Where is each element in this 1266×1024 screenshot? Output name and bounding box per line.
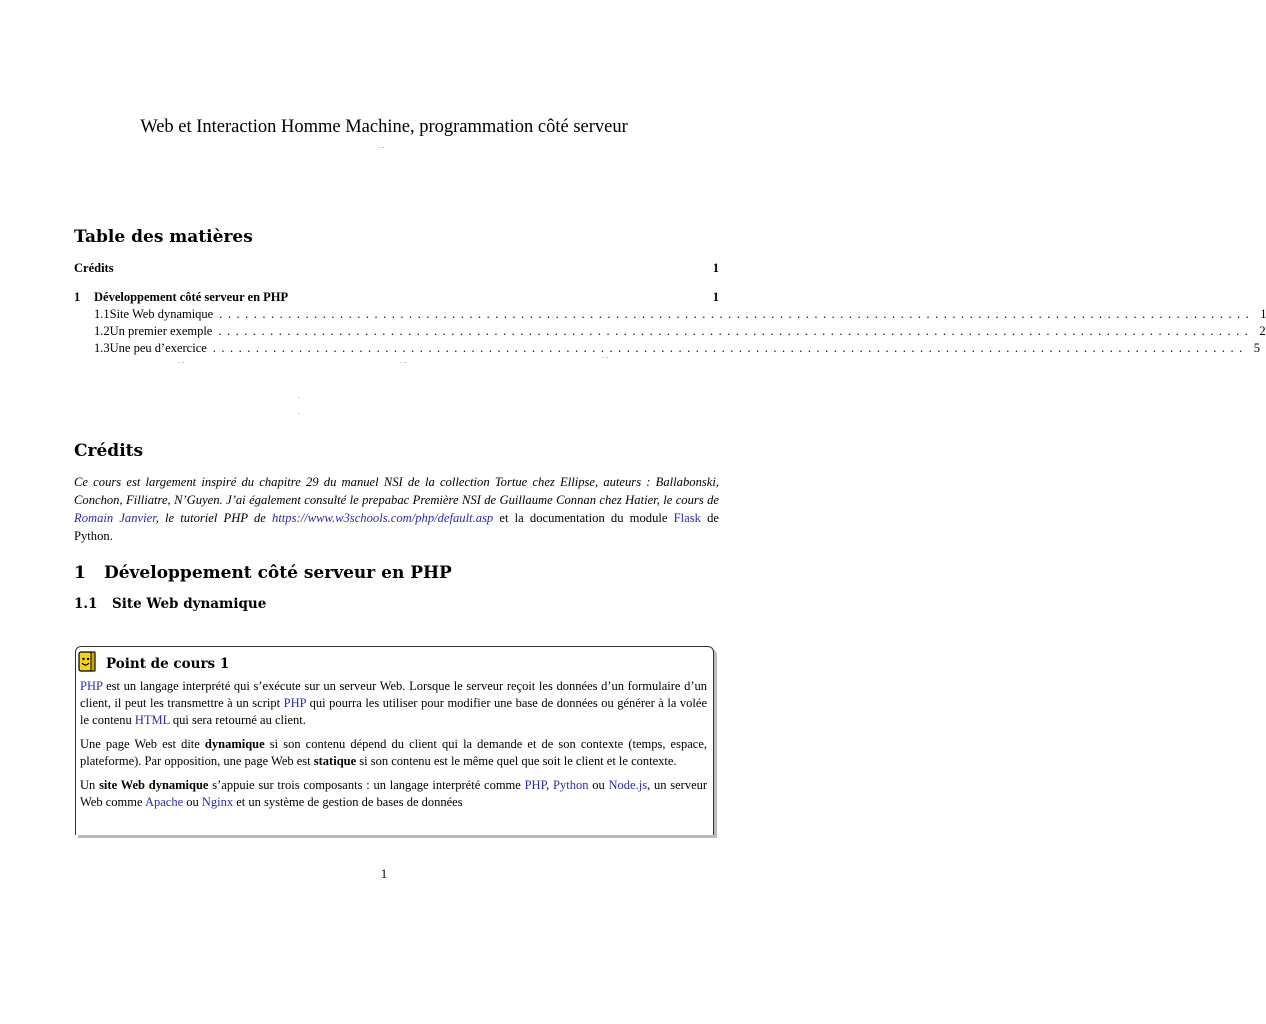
credits-text: , le tutoriel PHP de	[155, 511, 273, 525]
course-paragraph-3	[80, 777, 707, 811]
paragraph-text: qui pourra les utiliser pour modifier une base de données ou générer à la volée le contenu	[80, 696, 707, 727]
link-nginx[interactable]: Nginx	[201, 795, 234, 809]
link-apache[interactable]: Apache	[144, 795, 184, 809]
toc-entry-page: 5	[1253, 341, 1261, 355]
toc-leader-dots: ........................................................................................................................	[219, 307, 1255, 321]
toc-entry-subsection-1-3[interactable]	[94, 341, 1261, 356]
toc-entry-subsection-1-1[interactable]	[94, 307, 1266, 322]
credits-text: et la documentation du module	[499, 511, 674, 525]
link-w3schools[interactable]: https://www.w3schools.com/php/default.asp	[272, 511, 494, 525]
link-html[interactable]: HTML	[134, 713, 170, 727]
course-point-box	[75, 646, 714, 835]
toc-entry-num: 1.2	[94, 324, 110, 338]
course-point-body	[80, 678, 707, 818]
section-number: 1	[74, 563, 86, 583]
toc-leader-dots: ........................................................................................................................	[212, 341, 1248, 355]
toc-entry-section-1[interactable]	[74, 290, 719, 305]
term-statique: statique	[313, 754, 357, 768]
course-paragraph-2	[80, 736, 707, 770]
course-paragraph-1	[80, 678, 707, 729]
link-nodejs[interactable]: Node.js	[608, 778, 648, 792]
paragraph-text: et un système de gestion de bases de données	[233, 795, 463, 809]
section-title: Développement côté serveur en PHP	[104, 563, 452, 583]
toc-heading: Table des matières	[74, 227, 253, 247]
toc-entry-page: 2	[1259, 324, 1266, 338]
credits-paragraph	[74, 473, 719, 545]
toc-entry-num: 1.1	[94, 307, 110, 321]
faint-mark: ˊ ˇ	[378, 146, 385, 154]
paragraph-text: ou	[183, 795, 202, 809]
faint-mark: ˊ ˇ	[400, 361, 407, 369]
toc-entry-label: Crédits	[74, 261, 114, 275]
toc-leader-dots: ........................................................................................................................	[218, 324, 1254, 338]
paragraph-text: si son contenu dépend du client qui la demande et de son contexte (temps, espace, plateforme). Par opposition, une page Web est	[80, 737, 707, 768]
faint-mark: ˊ ˇ	[602, 356, 609, 364]
toc-entry-page: 1	[712, 261, 719, 275]
toc-entry-page: 1	[1260, 307, 1266, 321]
toc-entry-label: Développement côté serveur en PHP	[94, 290, 289, 304]
paragraph-text: Une page Web est dite	[80, 737, 205, 751]
paragraph-text: est un langage interprété qui s’exécute sur un serveur Web. Lorsque le serveur reçoit les données d’un formulaire d’un client, il peut les transmettre à un script	[80, 679, 707, 710]
faint-mark: ˊ ˇ	[178, 361, 185, 369]
paragraph-text: si son contenu est le même quel que soit le client et le contexte.	[356, 754, 677, 768]
paragraph-text: ,	[546, 778, 554, 792]
link-php[interactable]: PHP	[283, 696, 307, 710]
course-point-title: Point de cours 1	[106, 655, 230, 672]
paragraph-text: Un	[80, 778, 100, 792]
paragraph-text: s’appuie sur trois composants : un langage interprété comme	[208, 778, 525, 792]
toc-entry-label: Une peu d’exercice	[109, 341, 207, 355]
paragraph-text: ou	[588, 778, 609, 792]
section-heading	[74, 563, 452, 583]
link-php[interactable]: PHP	[80, 679, 103, 693]
link-flask[interactable]: Flask	[673, 511, 701, 525]
toc-entry-label: Site Web dynamique	[109, 307, 214, 321]
toc-entry-credits[interactable]	[74, 261, 719, 276]
book-smiley-icon	[78, 651, 97, 676]
toc-entry-num: 1	[74, 290, 81, 304]
term-dynamique: dynamique	[204, 737, 265, 751]
toc-entry-label: Un premier exemple	[109, 324, 213, 338]
paragraph-text: qui sera retourné au client.	[169, 713, 306, 727]
link-php[interactable]: PHP	[524, 778, 547, 792]
subsection-title: Site Web dynamique	[112, 596, 267, 612]
subsection-number: 1.1	[74, 596, 98, 612]
paragraph-text: , un serveur Web comme	[80, 778, 708, 809]
faint-mark: .	[298, 408, 300, 416]
link-python[interactable]: Python	[553, 778, 589, 792]
page-number: 1	[380, 866, 388, 881]
subsection-heading	[74, 596, 266, 612]
term-site-web-dynamique: site Web dynamique	[99, 778, 209, 792]
faint-mark: .	[298, 392, 300, 400]
toc-entry-num: 1.3	[94, 341, 110, 355]
link-romain-janvier[interactable]: Romain Janvier	[74, 511, 156, 525]
course-point-header	[78, 651, 229, 676]
credits-text: Ce cours est largement inspiré du chapitre 29 du manuel NSI de la collection Tortue chez Ellipse, auteurs : Ballabonski, Conchon, Filliatre, N’Guyen. J’ai également consulté le prepabac Première NSI de Guillaume Connan chez Hatier, le cours de	[74, 475, 719, 507]
credits-heading: Crédits	[74, 441, 144, 461]
toc-entry-subsection-1-2[interactable]	[94, 324, 1266, 339]
credits-text: de Python.	[74, 511, 719, 543]
toc-entry-page: 1	[712, 290, 719, 304]
document-title: Web et Interaction Homme Machine, programmation côté serveur	[140, 117, 628, 137]
